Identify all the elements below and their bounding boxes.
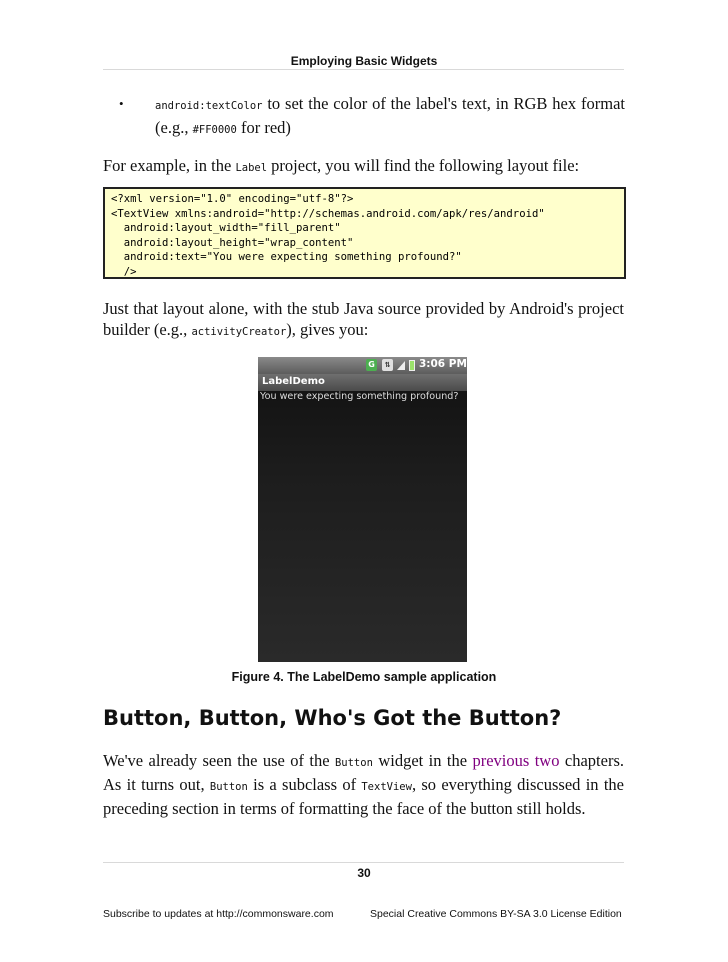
code-listing: <?xml version="1.0" encoding="utf-8"?> <TextView xmlns:android="http://schemas.android.com/apk/res/android" android:layout_width="fill_parent" android:layout_height="wrap_content" android:text="You were expecting something profound?" /> [111,193,545,278]
signal-icon [397,361,405,370]
header-rule [103,69,624,70]
button-code-2: Button [209,781,248,793]
bullet-code-example: #FF0000 [192,124,237,136]
button-paragraph [103,750,624,819]
bullet-text: to set the color of the label's text, in RGB hex format (e.g., [155,94,625,137]
button-code-1: Button [334,757,373,769]
section-heading: Button, Button, Who's Got the Button? [103,706,562,730]
intro-text-end: project, you will find the following layout file: [267,156,580,175]
figure-caption: Figure 4. The LabelDemo sample application [231,670,497,684]
code-block [103,187,626,279]
previous-chapters-link[interactable]: previous two [472,751,560,770]
bullet-text-end: for red) [236,118,291,137]
phone-screenshot [258,357,467,662]
paragraph-layout [103,298,624,343]
para3-text-2: widget in the [372,751,473,770]
para2-code: activityCreator [191,326,287,338]
g-notification-icon: G [366,359,377,371]
status-time: 3:06 PM [419,358,467,370]
app-title: LabelDemo [262,376,325,387]
footer-rule [103,862,624,863]
footer-subscribe: Subscribe to updates at http://commonsware.com [103,908,334,920]
intro-paragraph [103,155,624,179]
page-number: 30 [357,866,371,880]
data-transfer-icon: ⇅ [382,359,393,371]
status-bar [258,357,467,374]
para3-text-3: chapters. As it turns out, [103,751,624,794]
footer-license: Special Creative Commons BY-SA 3.0 License Edition [370,908,622,920]
textview-code: TextView [361,781,412,793]
bullet-marker: • [119,96,124,111]
para2-text-end: ), gives you: [286,320,369,339]
bullet-code-attr: android:textColor [155,100,263,112]
para3-text-5: , so everything discussed in the preceding section in terms of formatting the face of the button still holds. [103,775,624,818]
battery-icon [409,360,415,371]
para2-text: Just that layout alone, with the stub Java source provided by Android's project builder (e.g., [103,299,624,339]
intro-text: For example, in the [103,156,236,175]
running-header: Employing Basic Widgets [290,54,438,68]
app-title-bar [258,374,467,391]
para3-text-4: is a subclass of [247,775,362,794]
intro-code: Label [235,162,268,174]
label-widget-text: You were expecting something profound? [260,391,459,402]
para3-text-1: We've already seen the use of the [103,751,335,770]
